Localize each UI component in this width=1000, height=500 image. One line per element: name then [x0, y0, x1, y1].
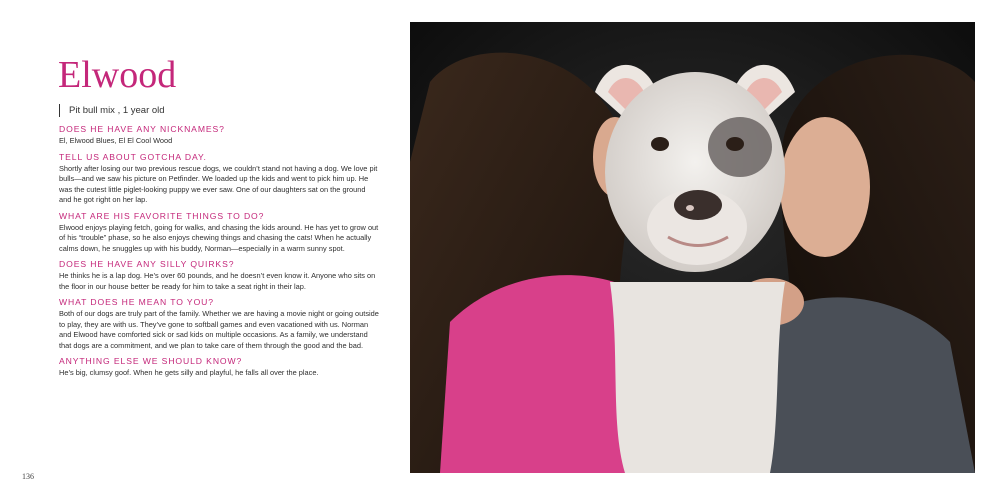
dog-right-eye: [726, 137, 744, 151]
breed-age-subtitle: Pit bull mix , 1 year old: [69, 104, 165, 116]
subtitle-row: [59, 103, 165, 117]
question-heading: ANYTHING ELSE WE SHOULD KNOW?: [59, 356, 243, 366]
dog-nose-spot: [686, 205, 694, 211]
question-heading: WHAT DOES HE MEAN TO YOU?: [59, 297, 214, 307]
question-heading: DOES HE HAVE ANY NICKNAMES?: [59, 124, 225, 134]
page-title: Elwood: [58, 54, 177, 96]
question-heading: WHAT ARE HIS FAVORITE THINGS TO DO?: [59, 210, 265, 221]
right-girl-face: [780, 117, 870, 257]
answer-text: Elwood enjoys playing fetch, going for walks, and chasing the kids around. He has yet to grow out of his “trouble” phase, so he also enjoys chewing things and chasing the cats! When he actually calms down, he snuggles up with his buddy, Norman—especially in a warm sunny spot.: [59, 222, 379, 253]
dog-photo-illustration: [410, 22, 975, 473]
qa-item-gotcha-day: [59, 152, 379, 206]
page-number: 136: [22, 472, 34, 481]
answer-text: Both of our dogs are truly part of the family. Whether we are having a movie night or going outside to play, they are with us. They’ve gone to softball games and even vacationed with us. Norman and Elwood have comforted sick or sad kids on multiple occasions. As a family, we understand that dogs are a commitment, and we plan to take care of them through the good and the bad.: [59, 309, 379, 350]
dog-nose: [674, 190, 722, 220]
answer-text: El, Elwood Blues, El El Cool Wood: [59, 136, 173, 145]
left-page: [0, 0, 400, 500]
answer-text: He thinks he is a lap dog. He’s over 60 pounds, and he doesn’t even know it. Anyone who sits on the floor in our house better be ready for him to take a seat right in their lap.: [59, 271, 376, 291]
qa-item-favorite-things: [59, 211, 379, 255]
qa-item-anything-else: [59, 356, 379, 379]
dog-body: [610, 282, 785, 473]
qa-item-silly-quirks: [59, 259, 379, 292]
question-heading: DOES HE HAVE ANY SILLY QUIRKS?: [59, 259, 235, 269]
answer-text: He’s big, clumsy goof. When he gets silly and playful, he falls all over the place.: [59, 368, 319, 377]
qa-list: [59, 124, 379, 384]
qa-item-nicknames: [59, 124, 379, 147]
qa-item-meaning: [59, 297, 379, 351]
subtitle-divider: [59, 104, 60, 117]
dog-photo: [410, 22, 975, 473]
dog-left-eye: [651, 137, 669, 151]
answer-text: Shortly after losing our two previous rescue dogs, we couldn’t stand not having a dog. We love pit bulls—and we saw his picture on Petfinder. We loaded up the kids and went to pick him up. He was the cutest little piglet-looking puppy we ever saw. One of our daughters sat on the ground and he got right on her lap.: [59, 163, 378, 204]
question-heading: TELL US ABOUT GOTCHA DAY.: [59, 151, 207, 162]
